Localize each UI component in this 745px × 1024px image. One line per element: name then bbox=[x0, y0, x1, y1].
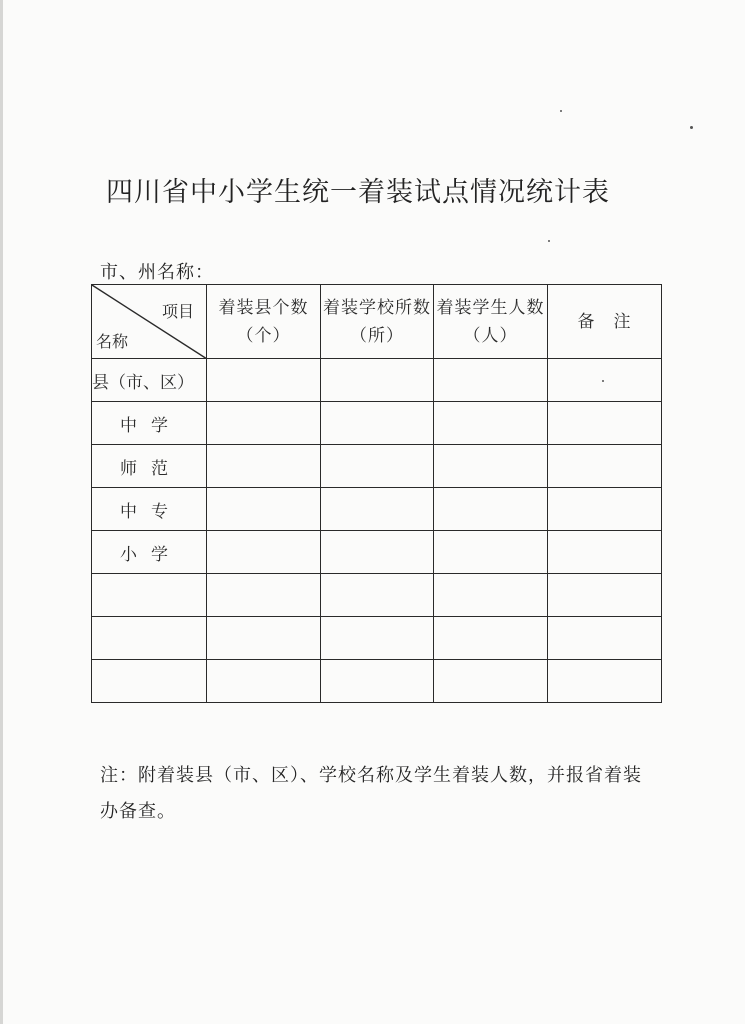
table-header-row bbox=[92, 285, 662, 359]
table-cell bbox=[548, 359, 662, 402]
table-row bbox=[92, 574, 662, 617]
table-cell bbox=[207, 488, 321, 531]
row-label bbox=[92, 660, 207, 703]
table-cell bbox=[321, 445, 434, 488]
table-cell bbox=[321, 617, 434, 660]
corner-name-label: 名称 bbox=[96, 332, 129, 351]
table-row bbox=[92, 488, 662, 531]
table-cell bbox=[321, 359, 434, 402]
row-label: 中专 bbox=[92, 488, 207, 531]
table-cell bbox=[207, 359, 321, 402]
table-cell bbox=[207, 660, 321, 703]
region-name-label: 市、州名称： bbox=[100, 262, 214, 283]
row-label bbox=[92, 617, 207, 660]
table-cell bbox=[548, 531, 662, 574]
table-cell bbox=[548, 574, 662, 617]
table-cell bbox=[434, 445, 548, 488]
table-cell bbox=[321, 660, 434, 703]
table-row bbox=[92, 402, 662, 445]
table-cell bbox=[434, 488, 548, 531]
row-label bbox=[92, 574, 207, 617]
corner-header-cell bbox=[92, 285, 207, 359]
column-header: 着装学生人数（人） bbox=[434, 285, 548, 359]
row-label: 小学 bbox=[92, 531, 207, 574]
table-cell bbox=[434, 359, 548, 402]
scan-speck bbox=[548, 240, 550, 242]
corner-item-label: 项目 bbox=[161, 302, 194, 321]
table-cell bbox=[207, 531, 321, 574]
table-row bbox=[92, 531, 662, 574]
table-cell bbox=[207, 402, 321, 445]
row-label: 师范 bbox=[92, 445, 207, 488]
table-cell bbox=[434, 660, 548, 703]
row-label: 中学 bbox=[92, 402, 207, 445]
table-cell bbox=[434, 531, 548, 574]
scan-speck bbox=[690, 126, 693, 129]
table-cell bbox=[434, 617, 548, 660]
column-header: 着装县个数（个） bbox=[207, 285, 321, 359]
page-edge-shadow bbox=[0, 0, 3, 1024]
table-cell bbox=[321, 402, 434, 445]
table-cell bbox=[548, 445, 662, 488]
table-cell bbox=[321, 531, 434, 574]
table-cell bbox=[548, 488, 662, 531]
table-cell bbox=[207, 574, 321, 617]
row-label: 县（市、区） bbox=[92, 359, 207, 402]
footnote: 注：附着装县（市、区）、学校名称及学生着装人数，并报省着装办备查。 bbox=[100, 765, 642, 822]
table-cell bbox=[434, 402, 548, 445]
table-cell bbox=[321, 488, 434, 531]
table-cell bbox=[434, 574, 548, 617]
table-row bbox=[92, 617, 662, 660]
column-header: 着装学校所数（所） bbox=[321, 285, 434, 359]
table-row bbox=[92, 359, 662, 402]
document-title: 四川省中小学生统一着装试点情况统计表 bbox=[106, 177, 610, 208]
table-cell bbox=[548, 402, 662, 445]
table-row bbox=[92, 660, 662, 703]
table-cell bbox=[548, 660, 662, 703]
statistics-table bbox=[91, 284, 662, 703]
table-cell bbox=[321, 574, 434, 617]
table-row bbox=[92, 445, 662, 488]
column-header: 备 注 bbox=[548, 285, 662, 359]
scan-speck bbox=[560, 110, 562, 112]
table-cell bbox=[207, 617, 321, 660]
table-cell bbox=[548, 617, 662, 660]
table-cell bbox=[207, 445, 321, 488]
